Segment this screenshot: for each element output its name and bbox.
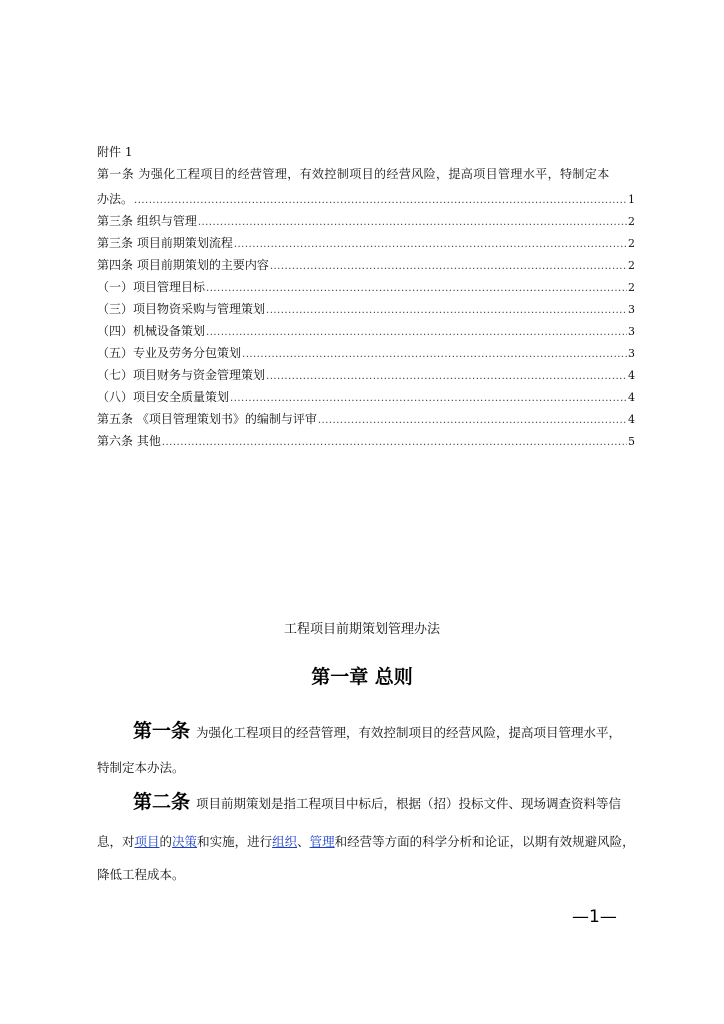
- article-1-line-2: 特制定本办法。: [97, 760, 185, 775]
- toc-page-number: 3: [628, 347, 635, 360]
- toc-entry[interactable]: [97, 408, 635, 430]
- toc-entry[interactable]: [97, 364, 635, 386]
- link-project[interactable]: 项目: [134, 834, 160, 849]
- toc-entry-line1: 第一条 为强化工程项目的经营管理，有效控制项目的经营风险，提高项目管理水平，特制定本: [97, 167, 610, 181]
- toc-leader-dots: [162, 432, 627, 454]
- toc-entry[interactable]: [97, 320, 635, 342]
- toc-entry[interactable]: [97, 210, 635, 232]
- article-2-text-segment: 的: [159, 834, 173, 849]
- toc-entry-label: 第三条 项目前期策划流程: [97, 236, 233, 250]
- toc-leader-dots: [318, 410, 627, 432]
- page-number: —1—: [572, 907, 617, 927]
- toc-entry[interactable]: [97, 386, 635, 408]
- article-2-text-segment: 、: [297, 834, 310, 849]
- toc-page-number: 3: [628, 303, 635, 316]
- toc-entry[interactable]: [97, 430, 635, 452]
- toc-page-number: 3: [628, 325, 635, 338]
- toc-entry-label: （七）项目财务与资金管理策划: [97, 368, 266, 382]
- toc-entry-label: （五）专业及劳务分包策划: [97, 346, 242, 360]
- chapter-heading: 第一章 总则: [311, 666, 413, 688]
- toc-leader-dots: [206, 322, 627, 344]
- table-of-contents: [97, 188, 635, 452]
- attachment-label: 附件 1: [97, 145, 133, 159]
- toc-entry-label: （三）项目物资采购与管理策划: [97, 302, 266, 316]
- article-1: [97, 716, 637, 778]
- toc-leader-dots: [198, 212, 627, 234]
- article-1-line-1: [97, 716, 637, 748]
- toc-leader-dots: [134, 190, 627, 212]
- toc-page-number: 2: [628, 237, 635, 250]
- toc-leader-dots: [230, 388, 627, 410]
- article-2-text: 项目前期策划是指工程项目中标后，根据（招）投标文件、现场调查资料等信: [196, 796, 622, 811]
- article-2-line-2: [97, 832, 637, 852]
- toc-leader-dots: [242, 344, 627, 366]
- toc-page-number: 2: [628, 259, 635, 272]
- article-2-text-segment: 息，对: [97, 834, 135, 849]
- document-title: 工程项目前期策划管理办法: [283, 622, 440, 637]
- toc-entry-label: 第三条 组织与管理: [97, 214, 197, 228]
- toc-page-number: 5: [628, 435, 635, 448]
- toc-entry[interactable]: [97, 298, 635, 320]
- toc-leader-dots: [270, 256, 627, 278]
- link-organize[interactable]: 组织: [272, 834, 298, 849]
- toc-entry[interactable]: [97, 188, 635, 210]
- toc-entry[interactable]: [97, 254, 635, 276]
- article-2: [97, 788, 637, 885]
- toc-entry-label: （八）项目安全质量策划: [97, 390, 230, 404]
- toc-page-number: 4: [628, 413, 635, 426]
- toc-entry-article-1[interactable]: [97, 166, 635, 188]
- toc-leader-dots: [206, 278, 627, 300]
- toc-entry-label: 第六条 其他: [97, 434, 161, 448]
- toc-entry-label: （一）项目管理目标: [97, 280, 206, 294]
- article-2-text-segment: 和经营等方面的科学分析和论证，以期有效规避风险，: [334, 834, 635, 849]
- toc-page-number: 4: [628, 369, 635, 382]
- toc-leader-dots: [266, 366, 627, 388]
- article-2-line-1: [97, 788, 637, 818]
- article-2-heading: 第二条: [133, 791, 191, 813]
- article-2-text-segment: 和实施，进行: [197, 834, 273, 849]
- article-1-text: 为强化工程项目的经营管理，有效控制项目的经营风险，提高项目管理水平，: [196, 725, 622, 740]
- toc-entry-label: 办法。: [97, 192, 134, 206]
- toc-page-number: 2: [628, 215, 635, 228]
- toc-entry-label: 第五条 《项目管理策划书》的编制与评审: [97, 412, 317, 426]
- toc-entry-label: （四）机械设备策划: [97, 324, 206, 338]
- toc-entry-label: 第四条 项目前期策划的主要内容: [97, 258, 269, 272]
- toc-leader-dots: [266, 300, 627, 322]
- toc-page-number: 4: [628, 391, 635, 404]
- toc-entry[interactable]: [97, 232, 635, 254]
- toc-entry[interactable]: [97, 342, 635, 364]
- link-manage[interactable]: 管理: [309, 834, 335, 849]
- toc-page-number: 2: [628, 281, 635, 294]
- toc-entry[interactable]: [97, 276, 635, 298]
- article-2-line-3: 降低工程成本。: [97, 867, 185, 882]
- article-1-heading: 第一条: [133, 720, 191, 742]
- toc-leader-dots: [234, 234, 627, 256]
- toc-page-number: 1: [628, 193, 635, 206]
- link-decision[interactable]: 决策: [172, 834, 198, 849]
